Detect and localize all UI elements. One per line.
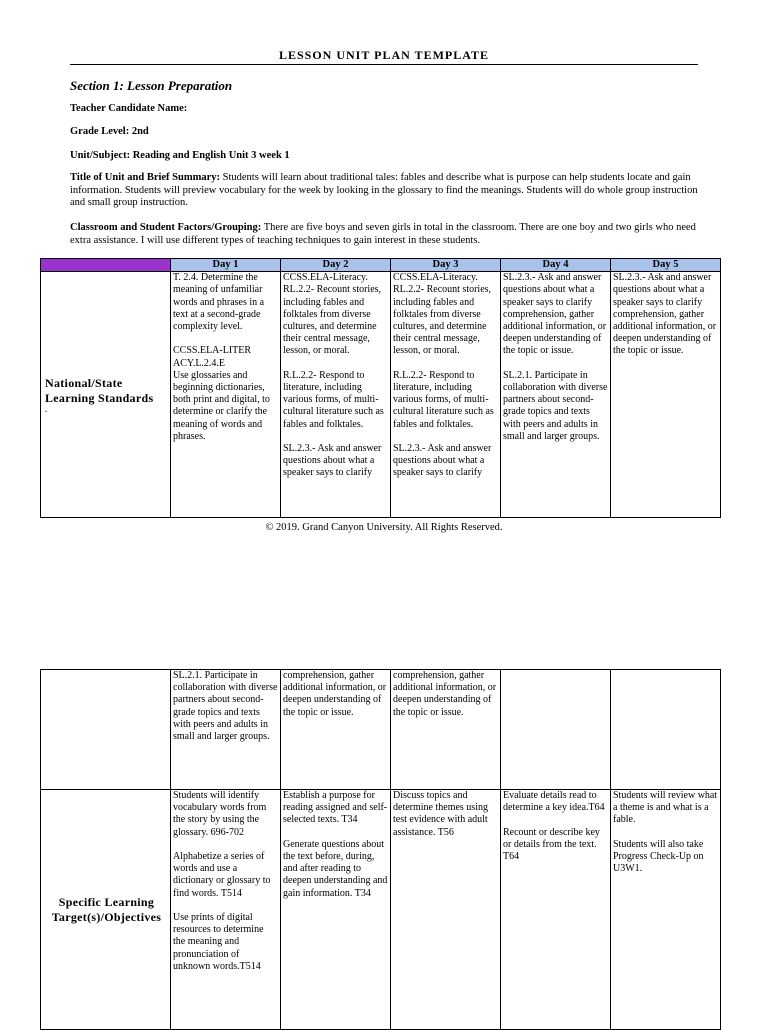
objectives-table bbox=[40, 669, 721, 1030]
grade-label: Grade Level: 2nd bbox=[70, 126, 149, 137]
standards-row-label bbox=[41, 272, 171, 518]
standards-row bbox=[41, 272, 721, 518]
factors-field bbox=[70, 222, 710, 247]
summary-field bbox=[70, 172, 710, 210]
continued-row-label bbox=[41, 670, 171, 790]
objectives-cell: Students will review what a theme is and what is a fable. Students will also take Progress Check-Up on U3W1. bbox=[611, 790, 721, 1030]
section-heading: Section 1: Lesson Preparation bbox=[70, 78, 233, 93]
standards-continued-row bbox=[41, 670, 721, 790]
objectives-row bbox=[41, 790, 721, 1030]
objectives-cell: Evaluate details read to determine a key idea.T64 Recount or describe key or details from the text. T64 bbox=[501, 790, 611, 1030]
standards-cell: SL.2.3.- Ask and answer questions about what a speaker says to clarify comprehension, gather additional information, or deepen understanding of the topic or issue. SL.2.1. Participate in collaboration with diverse partners about second-grade topics and texts with peers and adults in small and larger groups. bbox=[501, 272, 611, 518]
standards-cell: CCSS.ELA-Literacy. RL.2.2- Recount stories, including fables and folktales from diverse cultures, and determine their central message, lesson, or moral. R.L.2.2- Respond to literature, including various forms, of multi-cultural literature such as fables and folktales. SL.2.3.- Ask and answer questions about what a speaker says to clarify bbox=[281, 272, 391, 518]
objectives-cell: Discuss topics and determine themes using test evidence with adult assistance. T56 bbox=[391, 790, 501, 1030]
continued-cell: comprehension, gather additional information, or deepen understanding of the topic or issue. bbox=[391, 670, 501, 790]
unit-label: Unit/Subject: Reading and English Unit 3 week 1 bbox=[70, 150, 290, 161]
factors-label: Classroom and Student Factors/Grouping: bbox=[70, 222, 262, 233]
standards-cell: SL.2.3.- Ask and answer questions about what a speaker says to clarify comprehension, gather additional information, or deepen understanding of the topic or issue. bbox=[611, 272, 721, 518]
day-header: Day 2 bbox=[281, 259, 391, 272]
teacher-label: Teacher Candidate Name: bbox=[70, 103, 188, 114]
continued-cell: comprehension, gather additional information, or deepen understanding of the topic or issue. bbox=[281, 670, 391, 790]
factors-text: There are five boys and seven girls in total in the classroom. There are one boy and two girls who need extra assistance. I will use different types of teaching techniques to gain interest in these students. bbox=[70, 222, 696, 246]
objectives-cell: Students will identify vocabulary words from the story by using the glossary. 696-702 Alphabetize a series of words and use a dictionary or glossary to find words. T514 Use prints of digital resources to determine the meaning and pronunciation of unknown words.T514 bbox=[171, 790, 281, 1030]
day-header: Day 3 bbox=[391, 259, 501, 272]
day-header-row bbox=[41, 259, 721, 272]
standards-cell: T. 2.4. Determine the meaning of unfamiliar words and phrases in a text at a second-grade complexity level. CCSS.ELA-LITER ACY.L.2.4.E Use glossaries and beginning dictionaries, both print and digital, to determine or clarify the meaning of words and phrases. bbox=[171, 272, 281, 518]
standards-table bbox=[40, 258, 721, 518]
summary-text: Students will learn about traditional tales: fables and describe what is purpose can help students locate and gain information. Students will preview vocabulary for the week by looking in the glossary to find the meanings. Students will do whole group instruction and small group instruction. bbox=[70, 172, 698, 208]
teacher-field bbox=[70, 103, 710, 116]
standards-dot: . bbox=[45, 404, 48, 414]
objectives-cell: Establish a purpose for reading assigned and self-selected texts. T34 Generate questions about the text before, during, and after reading to deepen understanding and gain information. T34 bbox=[281, 790, 391, 1030]
summary-label: Title of Unit and Brief Summary: bbox=[70, 172, 221, 183]
title-rule bbox=[70, 64, 698, 65]
standards-cell: CCSS.ELA-Literacy. RL.2.2- Recount stories, including fables and folktales from diverse cultures, and determine their central message, lesson, or moral. R.L.2.2- Respond to literature, including various forms, of multi-cultural literature such as fables and folktales. SL.2.3.- Ask and answer questions about what a speaker says to clarify bbox=[391, 272, 501, 518]
page-title: LESSON UNIT PLAN TEMPLATE bbox=[278, 48, 490, 62]
day-header: Day 1 bbox=[171, 259, 281, 272]
corner-header-cell bbox=[41, 259, 171, 272]
grade-field bbox=[70, 126, 710, 139]
standards-label-text: National/State Learning Standards bbox=[45, 375, 154, 405]
unit-field bbox=[70, 150, 710, 163]
continued-cell bbox=[611, 670, 721, 790]
copyright-footer: © 2019. Grand Canyon University. All Rights Reserved. bbox=[265, 522, 503, 533]
continued-cell: SL.2.1. Participate in collaboration with diverse partners about second-grade topics and texts with peers and adults in small and larger groups. bbox=[171, 670, 281, 790]
day-header: Day 5 bbox=[611, 259, 721, 272]
day-header: Day 4 bbox=[501, 259, 611, 272]
objectives-row-label: Specific Learning Target(s)/Objectives bbox=[41, 790, 171, 1030]
continued-cell bbox=[501, 670, 611, 790]
